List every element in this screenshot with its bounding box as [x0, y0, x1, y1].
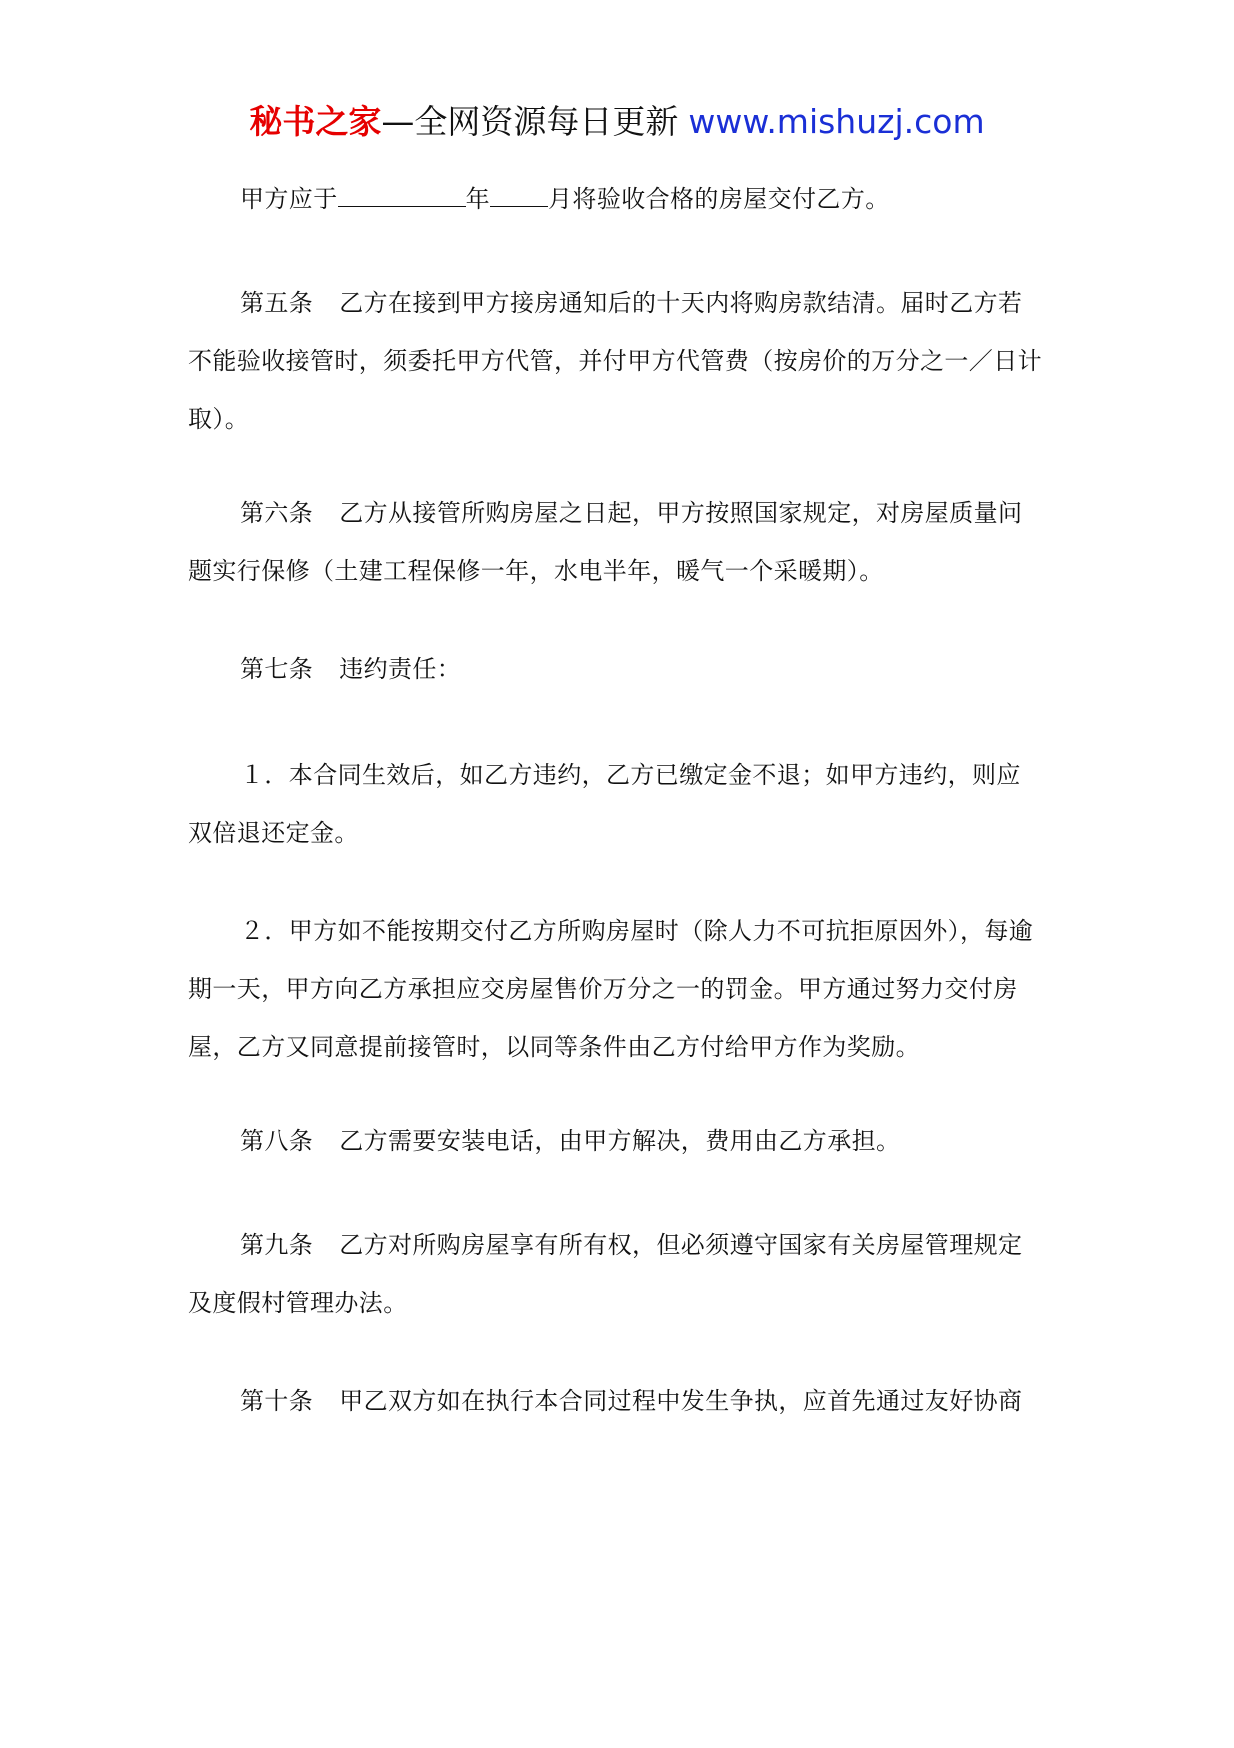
- article-10-text: 甲乙双方如在执行本合同过程中发生争执，应首先通过友好协商: [339, 1387, 1023, 1415]
- article-5: [188, 274, 1044, 448]
- delivery-year-label: 年: [465, 185, 491, 213]
- header-slogan: —全网资源每日更新: [381, 102, 679, 141]
- article-9-text: 乙方对所购房屋享有所有权，但必须遵守国家有关房屋管理规定及度假村管理办法。: [188, 1231, 1023, 1317]
- article-9-number: 第九条: [240, 1231, 314, 1259]
- delivery-prefix: 甲方应于: [240, 185, 338, 213]
- article-8-text: 乙方需要安装电话，由甲方解决，费用由乙方承担。: [339, 1127, 901, 1155]
- article-8-number: 第八条: [240, 1127, 314, 1155]
- clause-2-text: ２．甲方如不能按期交付乙方所购房屋时（除人力不可抗拒原因外），每逾期一天，甲方向乙方承担应交房屋售价万分之一的罚金。甲方通过努力交付房屋，乙方又同意提前接管时，以同等条件由乙方付给甲方作为奖励。: [188, 917, 1034, 1061]
- site-url-link[interactable]: www.mishuzj.com: [688, 102, 985, 141]
- article-6: [188, 484, 1044, 600]
- paragraph-delivery-date: [188, 170, 1044, 228]
- clause-1-text: １．本合同生效后，如乙方违约，乙方已缴定金不退；如甲方违约，则应双倍退还定金。: [188, 761, 1021, 847]
- article-6-text: 乙方从接管所购房屋之日起，甲方按照国家规定，对房屋质量问题实行保修（土建工程保修一年，水电半年，暖气一个采暖期）。: [188, 499, 1023, 585]
- site-header: [0, 98, 1234, 146]
- article-10: [188, 1372, 1044, 1430]
- article-7-text: 违约责任：: [339, 655, 462, 683]
- article-6-number: 第六条: [240, 499, 314, 527]
- delivery-suffix: 月将验收合格的房屋交付乙方。: [548, 185, 890, 213]
- brand-name: 秘书之家: [249, 102, 382, 141]
- article-5-text: 乙方在接到甲方接房通知后的十天内将购房款结清。届时乙方若不能验收接管时，须委托甲方代管，并付甲方代管费（按房价的万分之一／日计取）。: [188, 289, 1042, 433]
- article-9: [188, 1216, 1044, 1332]
- article-7-clause-1: [188, 746, 1044, 862]
- year-blank: [338, 184, 466, 207]
- article-7-number: 第七条: [240, 655, 314, 683]
- article-7: [188, 640, 1044, 698]
- article-5-number: 第五条: [240, 289, 314, 317]
- article-8: [188, 1112, 1044, 1170]
- article-10-number: 第十条: [240, 1387, 314, 1415]
- article-7-clause-2: [188, 902, 1044, 1076]
- month-blank: [490, 184, 548, 207]
